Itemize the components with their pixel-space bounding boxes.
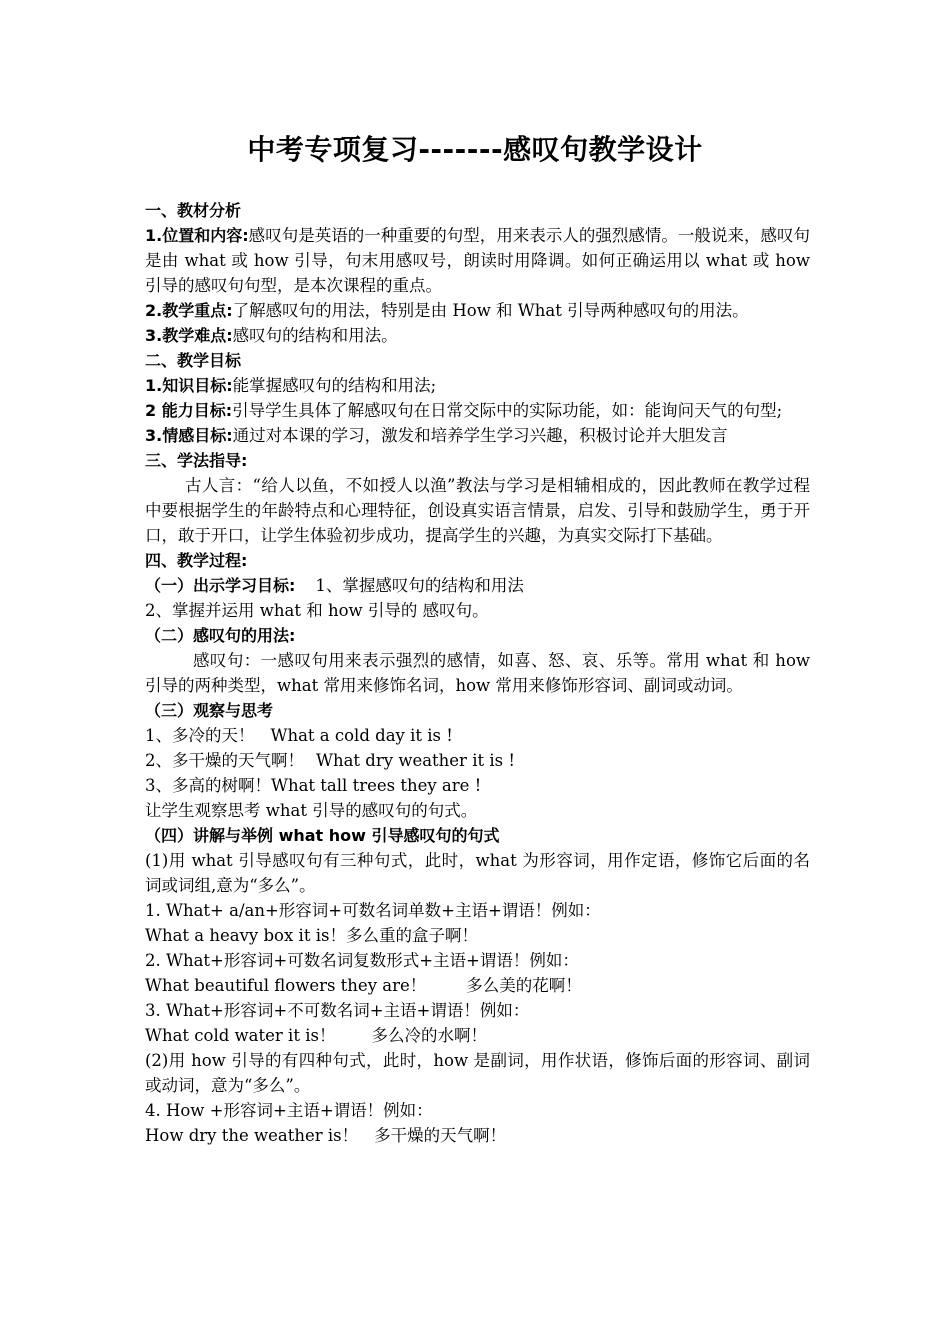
paragraph: [145, 423, 810, 448]
paragraph-label: 2.教学重点:: [145, 301, 233, 320]
goal-item: 1、掌握感叹句的结构和用法: [315, 576, 524, 595]
paragraph: 古人言：“给人以鱼，不如授人以渔”教法与学习是相辅相成的，因此教师在教学过程中要根据学生的年龄特点和心理特征，创设真实语言情景，启发、引导和鼓励学生，勇于开口，敢于开口，让学生体验初步成功，提高学生的兴趣，为真实交际打下基础。: [145, 476, 810, 545]
subsection-heading-text: （二）感叹句的用法:: [145, 626, 296, 645]
section-heading: [145, 548, 810, 573]
paragraph-text: 感叹句的结构和用法。: [232, 326, 398, 345]
subsection-heading: （一）出示学习目标:: [145, 576, 296, 595]
subsection-heading: [145, 623, 810, 648]
example-en: What dry weather it is !: [316, 751, 515, 770]
paragraph: [145, 398, 810, 423]
formula-line: 3. What+形容词+不可数名词+主语+谓语！例如：: [145, 1001, 530, 1020]
example-en: What cold water it is！: [145, 1026, 336, 1045]
paragraph-text: 能掌握感叹句的结构和用法;: [232, 376, 437, 395]
subsection-heading: [145, 823, 810, 848]
formula-line: 2. What+形容词+可数名词复数形式+主语+谓语！例如：: [145, 951, 579, 970]
formula-line: 1. What+ a/an+形容词+可数名词单数+主语+谓语！例如：: [145, 901, 601, 920]
section-heading: [145, 448, 810, 473]
subsection-heading: [145, 698, 810, 723]
paragraph-text: 了解感叹句的用法，特别是由 How 和 What 引导两种感叹句的用法。: [232, 301, 749, 320]
paragraph: [145, 223, 810, 298]
example-cn: 1、多冷的天！: [145, 726, 255, 745]
paragraph: 让学生观察思考 what 引导的感叹句的句式。: [145, 801, 478, 820]
paragraph: (1)用 what 引导感叹句有三种句式，此时，what 为形容词，用作定语，修饰它后面的名词或词组,意为“多么”。: [145, 851, 810, 895]
paragraph: [145, 298, 810, 323]
subsection-heading-text: （四）讲解与举例 what how 引导感叹句的句式: [145, 826, 500, 845]
paragraph-label: 1.位置和内容:: [145, 226, 249, 245]
example-cn: 多干燥的天气啊！: [374, 1126, 507, 1145]
paragraph-text: 引导学生具体了解感叹句在日常交际中的实际功能，如：能询问天气的句型;: [232, 401, 783, 420]
paragraph: (2)用 how 引导的有四种句式，此时，how 是副词，用作状语，修饰后面的形容词、副词或动词，意为“多么”。: [145, 1051, 810, 1095]
section-heading-text: 四、教学过程:: [145, 551, 248, 570]
example-cn: 多么美的花啊！: [466, 976, 582, 995]
section-heading: [145, 198, 810, 223]
example-en: What beautiful flowers they are！: [145, 976, 427, 995]
section-heading-text: 三、学法指导:: [145, 451, 248, 470]
paragraph-label: 2 能力目标:: [145, 401, 233, 420]
subsection-heading-text: （三）观察与思考: [145, 701, 274, 720]
example-cn: 多么冷的水啊！: [371, 1026, 487, 1045]
example-en: What a cold day it is !: [270, 726, 453, 745]
paragraph-text: 感叹句是英语的一种重要的句型，用来表示人的强烈感情。一般说来，感叹句是由 what 或 how 引导，句末用感叹号，朗读时用降调。如何正确运用以 what 或 how 引导的感叹句句型，是本次课程的重点。: [145, 226, 810, 295]
example-line: [145, 1123, 810, 1148]
example-line: 3、多高的树啊！What tall trees they are !: [145, 776, 482, 795]
example-line: [145, 973, 810, 998]
formula-line: 4. How +形容词+主语+谓语！例如：: [145, 1101, 433, 1120]
section-heading: [145, 348, 810, 373]
example-en: How dry the weather is！: [145, 1126, 359, 1145]
paragraph: 感叹句：一感叹句用来表示强烈的感情，如喜、怒、哀、乐等。常用 what 和 how 引导的两种类型，what 常用来修饰名词，how 常用来修饰形容词、副词或动词。: [145, 651, 810, 695]
example-line: [145, 723, 810, 748]
paragraph-text: 通过对本课的学习，激发和培养学生学习兴趣，积极讨论并大胆发言: [232, 426, 728, 445]
paragraph-label: 1.知识目标:: [145, 376, 233, 395]
section-heading-text: 一、教材分析: [145, 201, 242, 220]
paragraph: [145, 373, 810, 398]
goal-item: 2、掌握并运用 what 和 how 引导的 感叹句。: [145, 601, 489, 620]
section-heading-text: 二、教学目标: [145, 351, 242, 370]
document-body: [145, 198, 810, 1148]
paragraph-label: 3.情感目标:: [145, 426, 233, 445]
example-line: What a heavy box it is！多么重的盒子啊！: [145, 926, 478, 945]
example-cn: 2、多干燥的天气啊！: [145, 751, 304, 770]
example-line: [145, 1023, 810, 1048]
page-title: 中考专项复习-------感叹句教学设计: [247, 133, 703, 166]
example-line: [145, 748, 810, 773]
learning-goals: [145, 573, 810, 598]
paragraph: [145, 323, 810, 348]
paragraph-label: 3.教学难点:: [145, 326, 233, 345]
